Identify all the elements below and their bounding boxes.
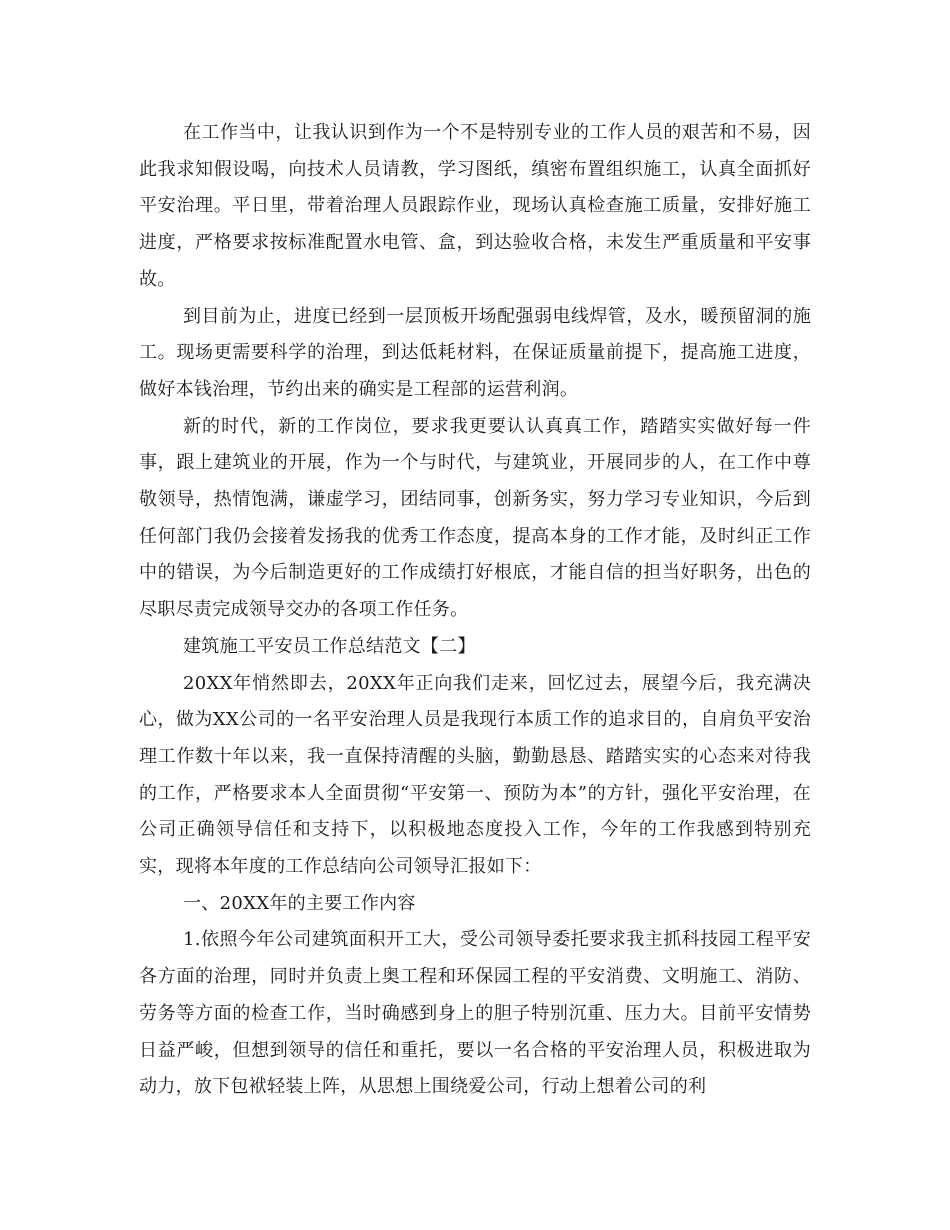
section-title: 建筑施工平安员工作总结范文【二】 [183,635,476,657]
paragraph-2: 到目前为止，进度已经到一层顶板开场配强弱电线焊管，及水，暖预留洞的施工。现场更需要科学的治理，到达低耗材料，在保证质量前提下，提高施工进度，做好本钱治理，节约出来的确实是工程部的运营利润。 [139,305,811,400]
document-body [139,115,811,1106]
subsection-heading: 一、20XX年的主要工作内容 [183,892,416,914]
paragraph-4: 20XX年悄然即去，20XX年正向我们走来，回忆过去，展望今后，我充满决心，做为XX公司的一名平安治理人员是我现行本质工作的追求目的，自肩负平安治理工作数十年以来，我一直保持清醒的头脑，勤勤恳恳、踏踏实实的心态来对待我的工作，严格要求本人全面贯彻“平安第一、预防为本”的方针，强化平安治理，在公司正确领导信任和支持下，以积极地态度投入工作，今年的工作我感到特别充实，现将本年度的工作总结向公司领导汇报如下： [139,672,811,878]
paragraph-1: 在工作当中，让我认识到作为一个不是特别专业的工作人员的艰苦和不易，因此我求知假设喝，向技术人员请教，学习图纸，缜密布置组织施工，认真全面抓好平安治理。平日里，带着治理人员跟踪作业，现场认真检查施工质量，安排好施工进度，严格要求按标准配置水电管、盒，到达验收合格，未发生严重质量和平安事故。 [139,122,811,290]
paragraph-5: 1.依照今年公司建筑面积开工大，受公司领导委托要求我主抓科技园工程平安各方面的治理，同时并负责上奥工程和环保园工程的平安消费、文明施工、消防、劳务等方面的检查工作，当时确感到身上的胆子特别沉重、压力大。目前平安情势日益严峻，但想到领导的信任和重托，要以一名合格的平安治理人员，积极进取为动力，放下包袱轻装上阵，从思想上围绕爱公司，行动上想着公司的利 [139,929,811,1098]
paragraph-3: 新的时代，新的工作岗位，要求我更要认认真真工作，踏踏实实做好每一件事，跟上建筑业的开展，作为一个与时代，与建筑业，开展同步的人，在工作中尊敬领导，热情饱满，谦虚学习，团结同事，创新务实，努力学习专业知识，今后到任何部门我仍会接着发扬我的优秀工作态度，提高本身的工作才能，及时纠正工作中的错误，为今后制造更好的工作成绩打好根底，才能自信的担当好职务，出色的尽职尽责完成领导交办的各项工作任务。 [139,415,811,621]
